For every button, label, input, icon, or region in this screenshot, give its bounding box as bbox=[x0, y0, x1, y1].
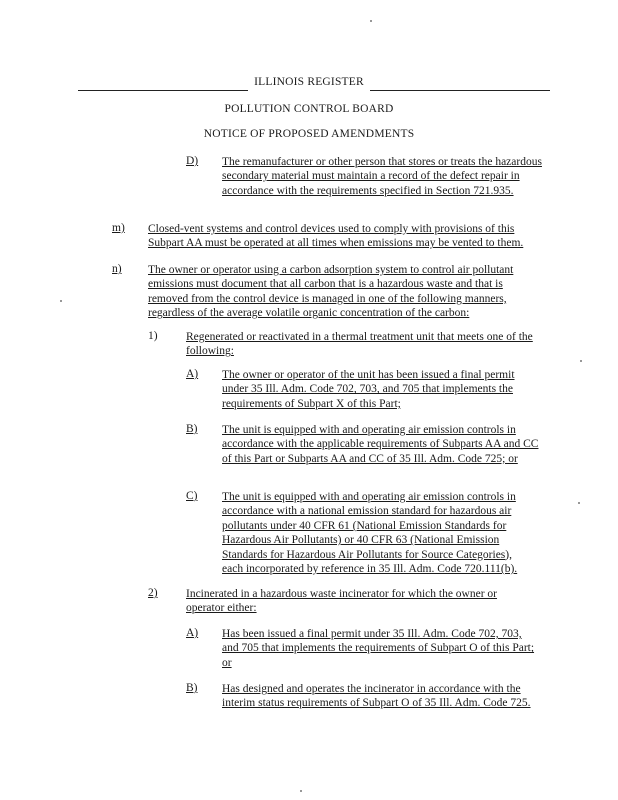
agency-title: POLLUTION CONTROL BOARD bbox=[224, 103, 394, 115]
item-text-2: Incinerated in a hazardous waste incinerator for which the owner or operator either: bbox=[186, 588, 498, 615]
item-label-n: n) bbox=[112, 263, 122, 275]
scan-speck bbox=[578, 502, 580, 504]
notice-title: NOTICE OF PROPOSED AMENDMENTS bbox=[203, 128, 415, 140]
register-title: ILLINOIS REGISTER bbox=[254, 76, 364, 88]
scan-speck bbox=[580, 360, 582, 362]
item-text-2B: Has designed and operates the incinerator in accordance with the interim status requirements of Subpart O of 35 Ill. Adm. Code 725. bbox=[222, 683, 531, 710]
item-label-1B: B) bbox=[186, 423, 198, 435]
scan-speck bbox=[60, 300, 62, 302]
item-label-1: 1) bbox=[148, 330, 158, 342]
item-label-1C: C) bbox=[186, 490, 198, 502]
item-text-1A: The owner or operator of the unit has been issued a final permit under 35 Ill. Adm. Code 702, 703, and 705 that implements the requirements of Subpart X of this Part; bbox=[222, 369, 515, 410]
item-text-D: The remanufacturer or other person that stores or treats the hazardous secondary material must maintain a record of the defect repair in accordance with the requirements specified in Section 721.935. bbox=[222, 156, 542, 197]
scan-speck bbox=[370, 20, 372, 22]
scan-speck bbox=[300, 790, 302, 792]
item-text-1C: The unit is equipped with and operating air emission controls in accordance with a national emission standard for hazardous air pollutants under 40 CFR 61 (National Emission Standards for Hazardous Air Pollutants) or 40 CFR 63 (National Emission Standards for Hazardous Air Pollutants for Source Categories), each incorporated by reference in 35 Ill. Adm. Code 720.111(b). bbox=[222, 491, 518, 576]
item-text-1: Regenerated or reactivated in a thermal treatment unit that meets one of the following: bbox=[186, 331, 533, 358]
item-label-1A: A) bbox=[186, 368, 199, 380]
item-label-2A: A) bbox=[186, 627, 199, 639]
item-text-n: The owner or operator using a carbon adsorption system to control air pollutant emissions must document that all carbon that is a hazardous waste and that is removed from the control device is managed in one of the following manners, regardless of the average volatile organic concentration of the carbon: bbox=[148, 264, 514, 320]
header-rule-left bbox=[78, 90, 248, 91]
header-rule-right bbox=[370, 90, 550, 91]
item-text-2A: Has been issued a final permit under 35 Ill. Adm. Code 702, 703, and 705 that implements the requirements of Subpart O of this Part; or bbox=[222, 628, 535, 669]
item-text-m: Closed-vent systems and control devices used to comply with provisions of this Subpart AA must be operated at all times when emissions may be vented to them. bbox=[148, 223, 524, 250]
item-text-1B: The unit is equipped with and operating air emission controls in accordance with the applicable requirements of Subparts AA and CC of this Part or Subparts AA and CC of 35 Ill. Adm. Code 725; or bbox=[222, 424, 539, 465]
item-label-D: D) bbox=[186, 155, 199, 167]
item-label-2B: B) bbox=[186, 682, 198, 694]
item-label-m: m) bbox=[112, 222, 125, 234]
item-label-2: 2) bbox=[148, 587, 158, 599]
